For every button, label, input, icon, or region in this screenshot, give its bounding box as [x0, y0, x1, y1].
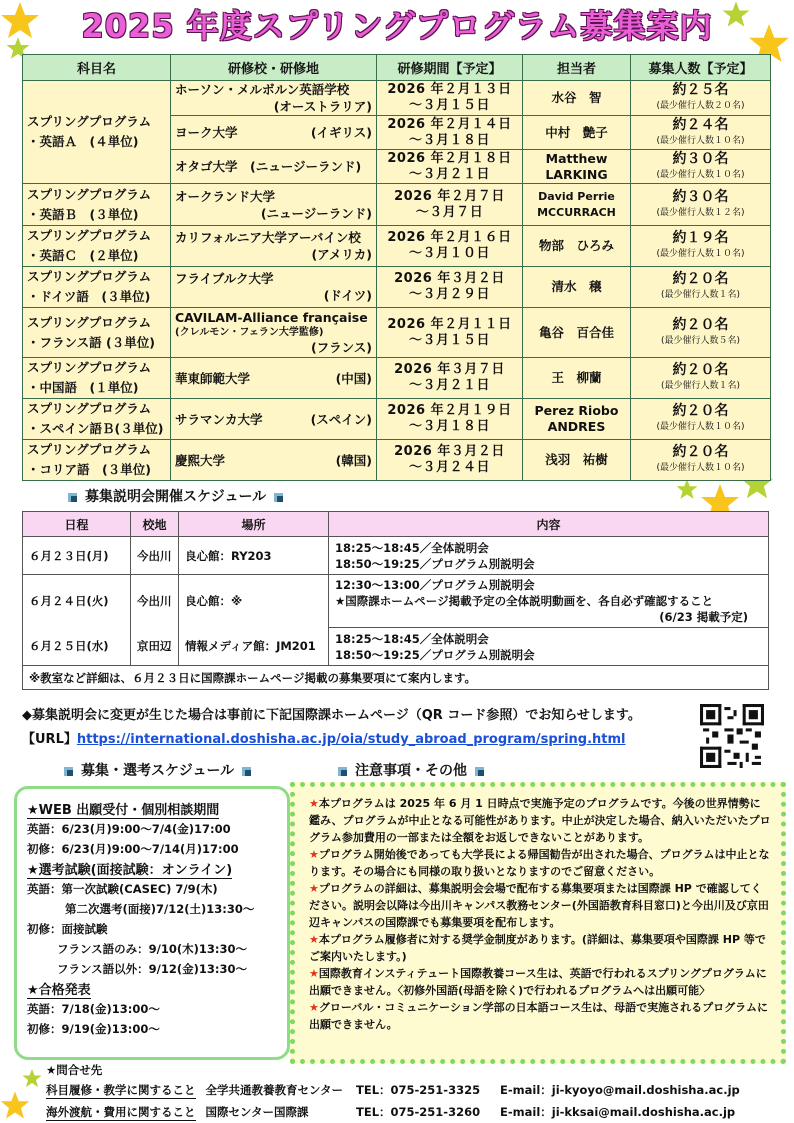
- course-name: スプリングプログラム ・コリア語 (３単位): [23, 440, 171, 481]
- period-cell: 2026 年２月１９日 ～３月１８日: [377, 399, 523, 440]
- course-name: スプリングプログラム ・スペイン語Ｂ(３単位): [23, 399, 171, 440]
- info-session-table: [22, 511, 769, 690]
- place-cell: 良心館：※: [179, 575, 329, 628]
- school-cell: ホーソン・メルボルン英語学校 (オーストラリア): [171, 81, 377, 116]
- column-header: 研修校・研修地: [171, 55, 377, 81]
- note-item: ★グローバル・コミュニケーション学部の日本語コース生は、母語で実施されるプログラムに出願できません。: [309, 1001, 769, 1031]
- column-header: 募集人数【予定】: [631, 55, 771, 81]
- capacity-cell: 約２０名 (最少催行人数１名): [631, 267, 771, 308]
- capacity-cell: 約２０名 (最少催行人数１０名): [631, 399, 771, 440]
- star-decoration-icon: [0, 1090, 30, 1120]
- square-bullet-icon: [274, 493, 283, 502]
- change-notice: ◆募集説明会に変更が生じた場合は事前に下記国際課ホームページ（QR コード参照）でお知らせします。: [22, 708, 641, 723]
- instructor-cell: 物部 ひろみ: [523, 226, 631, 267]
- contact-heading: ★問合せ先: [46, 1063, 103, 1077]
- column-header: 担当者: [523, 55, 631, 81]
- contact-office: 国際センター国際課: [205, 1105, 309, 1119]
- school-cell: オークランド大学 (ニュージーランド): [171, 184, 377, 226]
- place-cell: 良心館：RY203: [179, 537, 329, 575]
- table-row: [23, 226, 771, 267]
- contact-office: 全学共通教養教育センター: [205, 1083, 344, 1097]
- period-cell: 2026 年２月７日 ～３月７日: [377, 184, 523, 226]
- capacity-cell: 約３０名 (最少催行人数１２名): [631, 184, 771, 226]
- column-header: 内容: [329, 512, 769, 537]
- campus-cell: 今出川: [131, 537, 179, 575]
- program-url-link[interactable]: https://international.doshisha.ac.jp/oia/study_abroad_program/spring.html: [76, 732, 626, 747]
- note-item: ★国際教育インスティテュート国際教養コース生は、英語で行われるスプリングプログラムに出願できません。〈初修外国語(母語を除く)で行われるプログラムへは出願可能〉: [309, 967, 767, 997]
- selection-schedule-box: [14, 786, 290, 1060]
- program-table: [22, 54, 771, 481]
- school-cell: フライブルク大学 (ドイツ): [171, 267, 377, 308]
- contact-row: [46, 1104, 736, 1121]
- contact-category: 海外渡航・費用に関すること: [46, 1105, 196, 1119]
- course-name: スプリングプログラム ・英語Ｂ (３単位): [23, 184, 171, 226]
- capacity-cell: 約２０名 (最少催行人数１０名): [631, 440, 771, 481]
- content-cell: 18:25～18:45／全体説明会 18:50～19:25／プログラム別説明会: [329, 537, 769, 575]
- result-heading: ★合格発表: [27, 979, 91, 999]
- url-line: [22, 728, 626, 747]
- capacity-cell: 約１９名 (最少催行人数１０名): [631, 226, 771, 267]
- program-table-header: [23, 55, 771, 81]
- column-header: 科目名: [23, 55, 171, 81]
- schedule-line: 初修：6/23(月)9:00～7/14(月)17:00: [27, 842, 239, 856]
- school-cell: CAVILAM-Alliance française (クレルモン・フェラン大学監修) (フランス): [171, 308, 377, 358]
- web-application-heading: ★WEB 出願受付・個別相談期間: [27, 799, 219, 819]
- table-row: [23, 575, 769, 628]
- square-bullet-icon: [475, 767, 484, 776]
- square-bullet-icon: [242, 767, 251, 776]
- content-cell: 18:25～18:45／全体説明会 18:50～19:25／プログラム別説明会: [329, 628, 769, 666]
- schedule-line: 初修：9/19(金)13:00～: [27, 1022, 160, 1036]
- school-cell: オタゴ大学 (ニュージーランド): [171, 150, 377, 184]
- schedule-line: 第二次選考(面接)7/12(土)13:30～: [65, 902, 255, 916]
- column-header: 研修期間【予定】: [377, 55, 523, 81]
- star-decoration-icon: [676, 478, 698, 500]
- contact-email[interactable]: E-mail：ji-kksai@mail.doshisha.ac.jp: [500, 1105, 736, 1119]
- contact-row: [46, 1082, 740, 1099]
- instructor-cell: 亀谷 百合佳: [523, 308, 631, 358]
- period-cell: 2026 年２月１８日 ～３月２１日: [377, 150, 523, 184]
- period-cell: 2026 年２月１４日 ～３月１８日: [377, 116, 523, 150]
- table-row: [23, 308, 771, 358]
- note-item: ★プログラム開始後であっても大学長による帰国勧告が出された場合、プログラムは中止となります。その場合にも同様の取り扱いとなりますのでご留意ください。: [309, 848, 770, 878]
- table-row: [23, 81, 771, 116]
- note-item: ★プログラムの詳細は、募集説明会会場で配布する募集要項または国際課 HP で確認してください。説明会以降は今出川キャンパス教務センター(外国語教育科目窓口)と今出川及び京田辺キャンパスの国際課でも募集要項を配布します。: [309, 882, 769, 929]
- campus-cell: 京田辺: [131, 628, 179, 666]
- capacity-cell: 約２５名 (最少催行人数２０名): [631, 81, 771, 116]
- capacity-cell: 約２０名 (最少催行人数１名): [631, 358, 771, 399]
- schedule-line: 英語：7/18(金)13:00～: [27, 1002, 160, 1016]
- footnote-cell: ※教室など詳細は、６月２３日に国際課ホームページ掲載の募集要項にて案内します。: [23, 666, 769, 690]
- table-row: [23, 399, 771, 440]
- contact-tel: TEL：075-251-3260: [356, 1105, 481, 1119]
- content-cell: 12:30～13:00／プログラム別説明会 ★国際課ホームページ掲載予定の全体説明動画を、各自必ず確認すること (6/23 掲載予定): [329, 575, 769, 628]
- star-decoration-icon: [22, 1068, 42, 1088]
- qr-code-icon[interactable]: [700, 704, 764, 768]
- schedule-line: フランス語のみ：9/10(木)13:30～: [57, 942, 247, 956]
- table-row: [23, 267, 771, 308]
- contact-category: 科目履修・教学に関すること: [46, 1083, 196, 1097]
- table-row: [23, 440, 771, 481]
- url-label: 【URL】: [22, 732, 77, 747]
- square-bullet-icon: [68, 493, 77, 502]
- period-cell: 2026 年２月１１日 ～３月１５日: [377, 308, 523, 358]
- schedule-line: 英語：6/23(月)9:00～7/4(金)17:00: [27, 822, 231, 836]
- period-cell: 2026 年２月１６日 ～３月１０日: [377, 226, 523, 267]
- note-item: ★本プログラムは 2025 年 6 月 1 日時点で実施予定のプログラムです。今後の世界情勢に鑑み、プログラムが中止となる可能性があります。中止が決定した場合、納入いただいたプログラム参加費用の一部または全額をお返しできないことがあります。: [309, 797, 771, 844]
- course-name: スプリングプログラム ・英語Ｃ (２単位): [23, 226, 171, 267]
- course-name: スプリングプログラム ・中国語 (１単位): [23, 358, 171, 399]
- capacity-cell: 約２０名 (最少催行人数５名): [631, 308, 771, 358]
- date-cell: ６月２５日(水): [23, 628, 131, 666]
- square-bullet-icon: [64, 767, 73, 776]
- instructor-cell: Perez Riobo ANDRES: [523, 399, 631, 440]
- column-header: 日程: [23, 512, 131, 537]
- instructor-cell: 中村 艶子: [523, 116, 631, 150]
- note-item: ★本プログラム履修者に対する奨学金制度があります。(詳細は、募集要項や国際課 HP 等でご案内いたします。): [309, 933, 766, 963]
- schedule-line: 初修：面接試験: [27, 922, 108, 936]
- table-row: [23, 358, 771, 399]
- course-name: スプリングプログラム ・英語Ａ (４単位): [23, 81, 171, 184]
- period-cell: 2026 年２月１３日 ～３月１５日: [377, 81, 523, 116]
- square-bullet-icon: [338, 767, 347, 776]
- column-header: 場所: [179, 512, 329, 537]
- page-title: 2025 年度スプリングプログラム募集案内: [81, 7, 713, 45]
- school-cell: サラマンカ大学 (スペイン): [171, 399, 377, 440]
- contact-email[interactable]: E-mail：ji-kyoyo@mail.doshisha.ac.jp: [500, 1083, 740, 1097]
- date-cell: ６月２３日(月): [23, 537, 131, 575]
- schedule-line: フランス語以外：9/12(金)13:30～: [57, 962, 247, 976]
- capacity-cell: 約３０名 (最少催行人数１０名): [631, 150, 771, 184]
- course-name: スプリングプログラム ・ドイツ語 (３単位): [23, 267, 171, 308]
- selection-heading: 募集・選考スケジュール: [56, 760, 259, 780]
- school-cell: ヨーク大学 (イギリス): [171, 116, 377, 150]
- campus-cell: 今出川: [131, 575, 179, 628]
- table-row: [23, 184, 771, 226]
- info-session-heading: 募集説明会開催スケジュール: [60, 486, 291, 506]
- instructor-cell: 王 柳蘭: [523, 358, 631, 399]
- period-cell: 2026 年３月２日 ～３月２９日: [377, 267, 523, 308]
- instructor-cell: 浅羽 祐樹: [523, 440, 631, 481]
- column-header: 校地: [131, 512, 179, 537]
- info-session-header: [23, 512, 769, 537]
- place-cell: 情報メディア館：JM201: [179, 628, 329, 666]
- capacity-cell: 約２４名 (最少催行人数１０名): [631, 116, 771, 150]
- table-row: [23, 537, 769, 575]
- school-cell: 華東師範大学 (中国): [171, 358, 377, 399]
- school-cell: カリフォルニア大学アーバイン校 (アメリカ): [171, 226, 377, 267]
- instructor-cell: 水谷 智: [523, 81, 631, 116]
- period-cell: 2026 年３月２日 ～３月２４日: [377, 440, 523, 481]
- school-cell: 慶熙大学 (韓国): [171, 440, 377, 481]
- contact-tel: TEL：075-251-3325: [356, 1083, 481, 1097]
- instructor-cell: David Perrie MCCURRACH: [523, 184, 631, 226]
- course-name: スプリングプログラム ・フランス語 (３単位): [23, 308, 171, 358]
- period-cell: 2026 年３月７日 ～３月２１日: [377, 358, 523, 399]
- instructor-cell: 清水 穣: [523, 267, 631, 308]
- instructor-cell: Matthew LARKING: [523, 150, 631, 184]
- table-row: [23, 666, 769, 690]
- schedule-line: 英語：第一次試験(CASEC) 7/9(木): [27, 882, 218, 896]
- notes-heading: 注意事項・その他: [330, 760, 492, 780]
- date-cell: ６月２４日(火): [23, 575, 131, 628]
- exam-heading: ★選考試験(面接試験：オンライン): [27, 859, 232, 879]
- notes-box: [290, 782, 786, 1064]
- table-row: [23, 628, 769, 666]
